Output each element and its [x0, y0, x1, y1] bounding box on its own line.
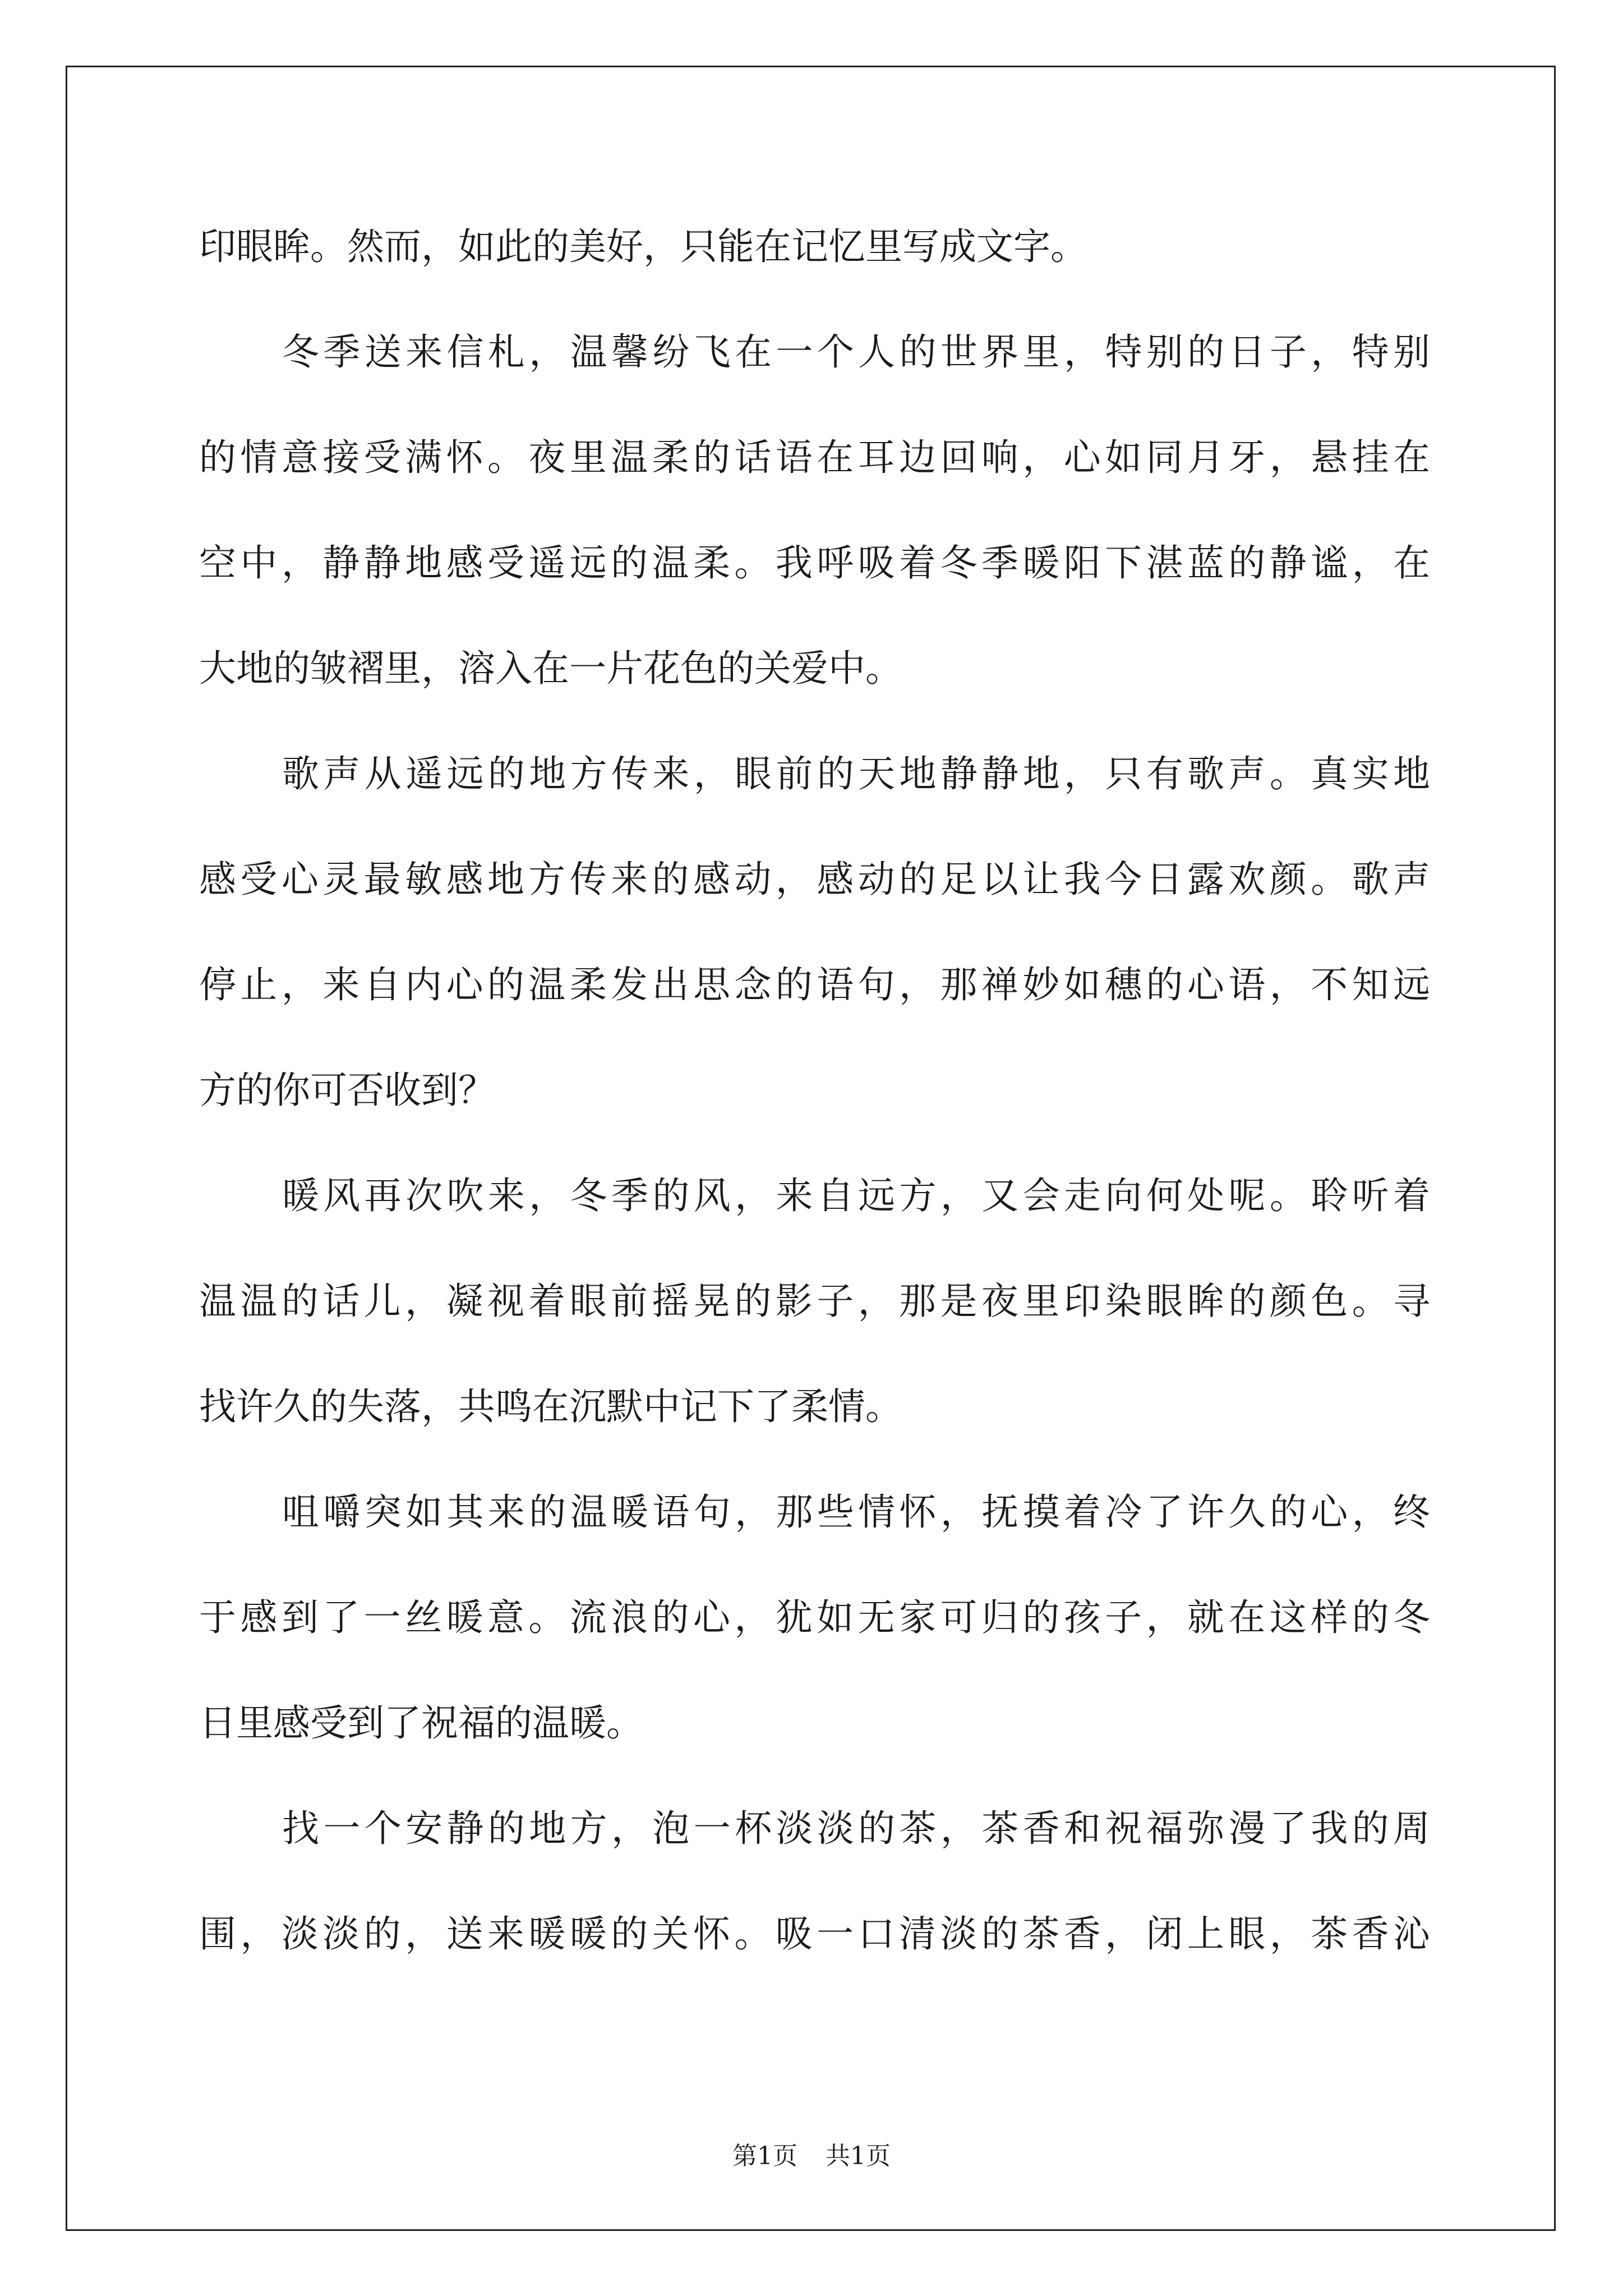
text-line: 冬季送来信札，温馨纷飞在一个人的世界里，特别的日子，特别 [282, 330, 1430, 374]
page-number: 第1页 [732, 2142, 797, 2170]
text-line: 空中，静静地感受遥远的温柔。我呼吸着冬季暖阳下湛蓝的静谧，在 [199, 541, 1430, 585]
text-line: 找许久的失落，共鸣在沉默中记下了柔情。 [199, 1385, 902, 1428]
text-line: 日里感受到了祝福的温暖。 [199, 1701, 643, 1745]
page-footer [0, 2139, 1623, 2173]
text-line: 于感到了一丝暖意。流浪的心，犹如无家可归的孩子，就在这样的冬 [199, 1596, 1430, 1639]
text-line: 感受心灵最敏感地方传来的感动，感动的足以让我今日露欢颜。歌声 [199, 858, 1430, 901]
text-line: 停止，来自内心的温柔发出思念的语句，那禅妙如穗的心语，不知远 [199, 963, 1430, 1006]
text-line: 大地的皱褶里，溶入在一片花色的关爱中。 [199, 647, 902, 690]
text-line: 咀嚼突如其来的温暖语句，那些情怀，抚摸着冷了许久的心，终 [282, 1490, 1430, 1534]
text-line: 印眼眸。然而，如此的美好，只能在记忆里写成文字。 [199, 225, 1087, 268]
text-line: 温温的话儿，凝视着眼前摇晃的影子，那是夜里印染眼眸的颜色。寻 [199, 1280, 1430, 1323]
text-line: 暖风再次吹来，冬季的风，来自远方，又会走向何处呢。聆听着 [282, 1174, 1430, 1217]
text-line: 歌声从遥远的地方传来，眼前的天地静静地，只有歌声。真实地 [282, 752, 1430, 795]
text-line: 找一个安静的地方，泡一杯淡淡的茶，茶香和祝福弥漫了我的周 [282, 1807, 1430, 1850]
text-line: 方的你可否收到？ [199, 1069, 495, 1112]
text-line: 围，淡淡的，送来暖暖的关怀。吸一口清淡的茶香，闭上眼，茶香沁 [199, 1912, 1430, 1955]
page-total: 共1页 [826, 2142, 891, 2170]
text-line: 的情意接受满怀。夜里温柔的话语在耳边回响，心如同月牙，悬挂在 [199, 436, 1430, 479]
document-body [199, 213, 1430, 2006]
